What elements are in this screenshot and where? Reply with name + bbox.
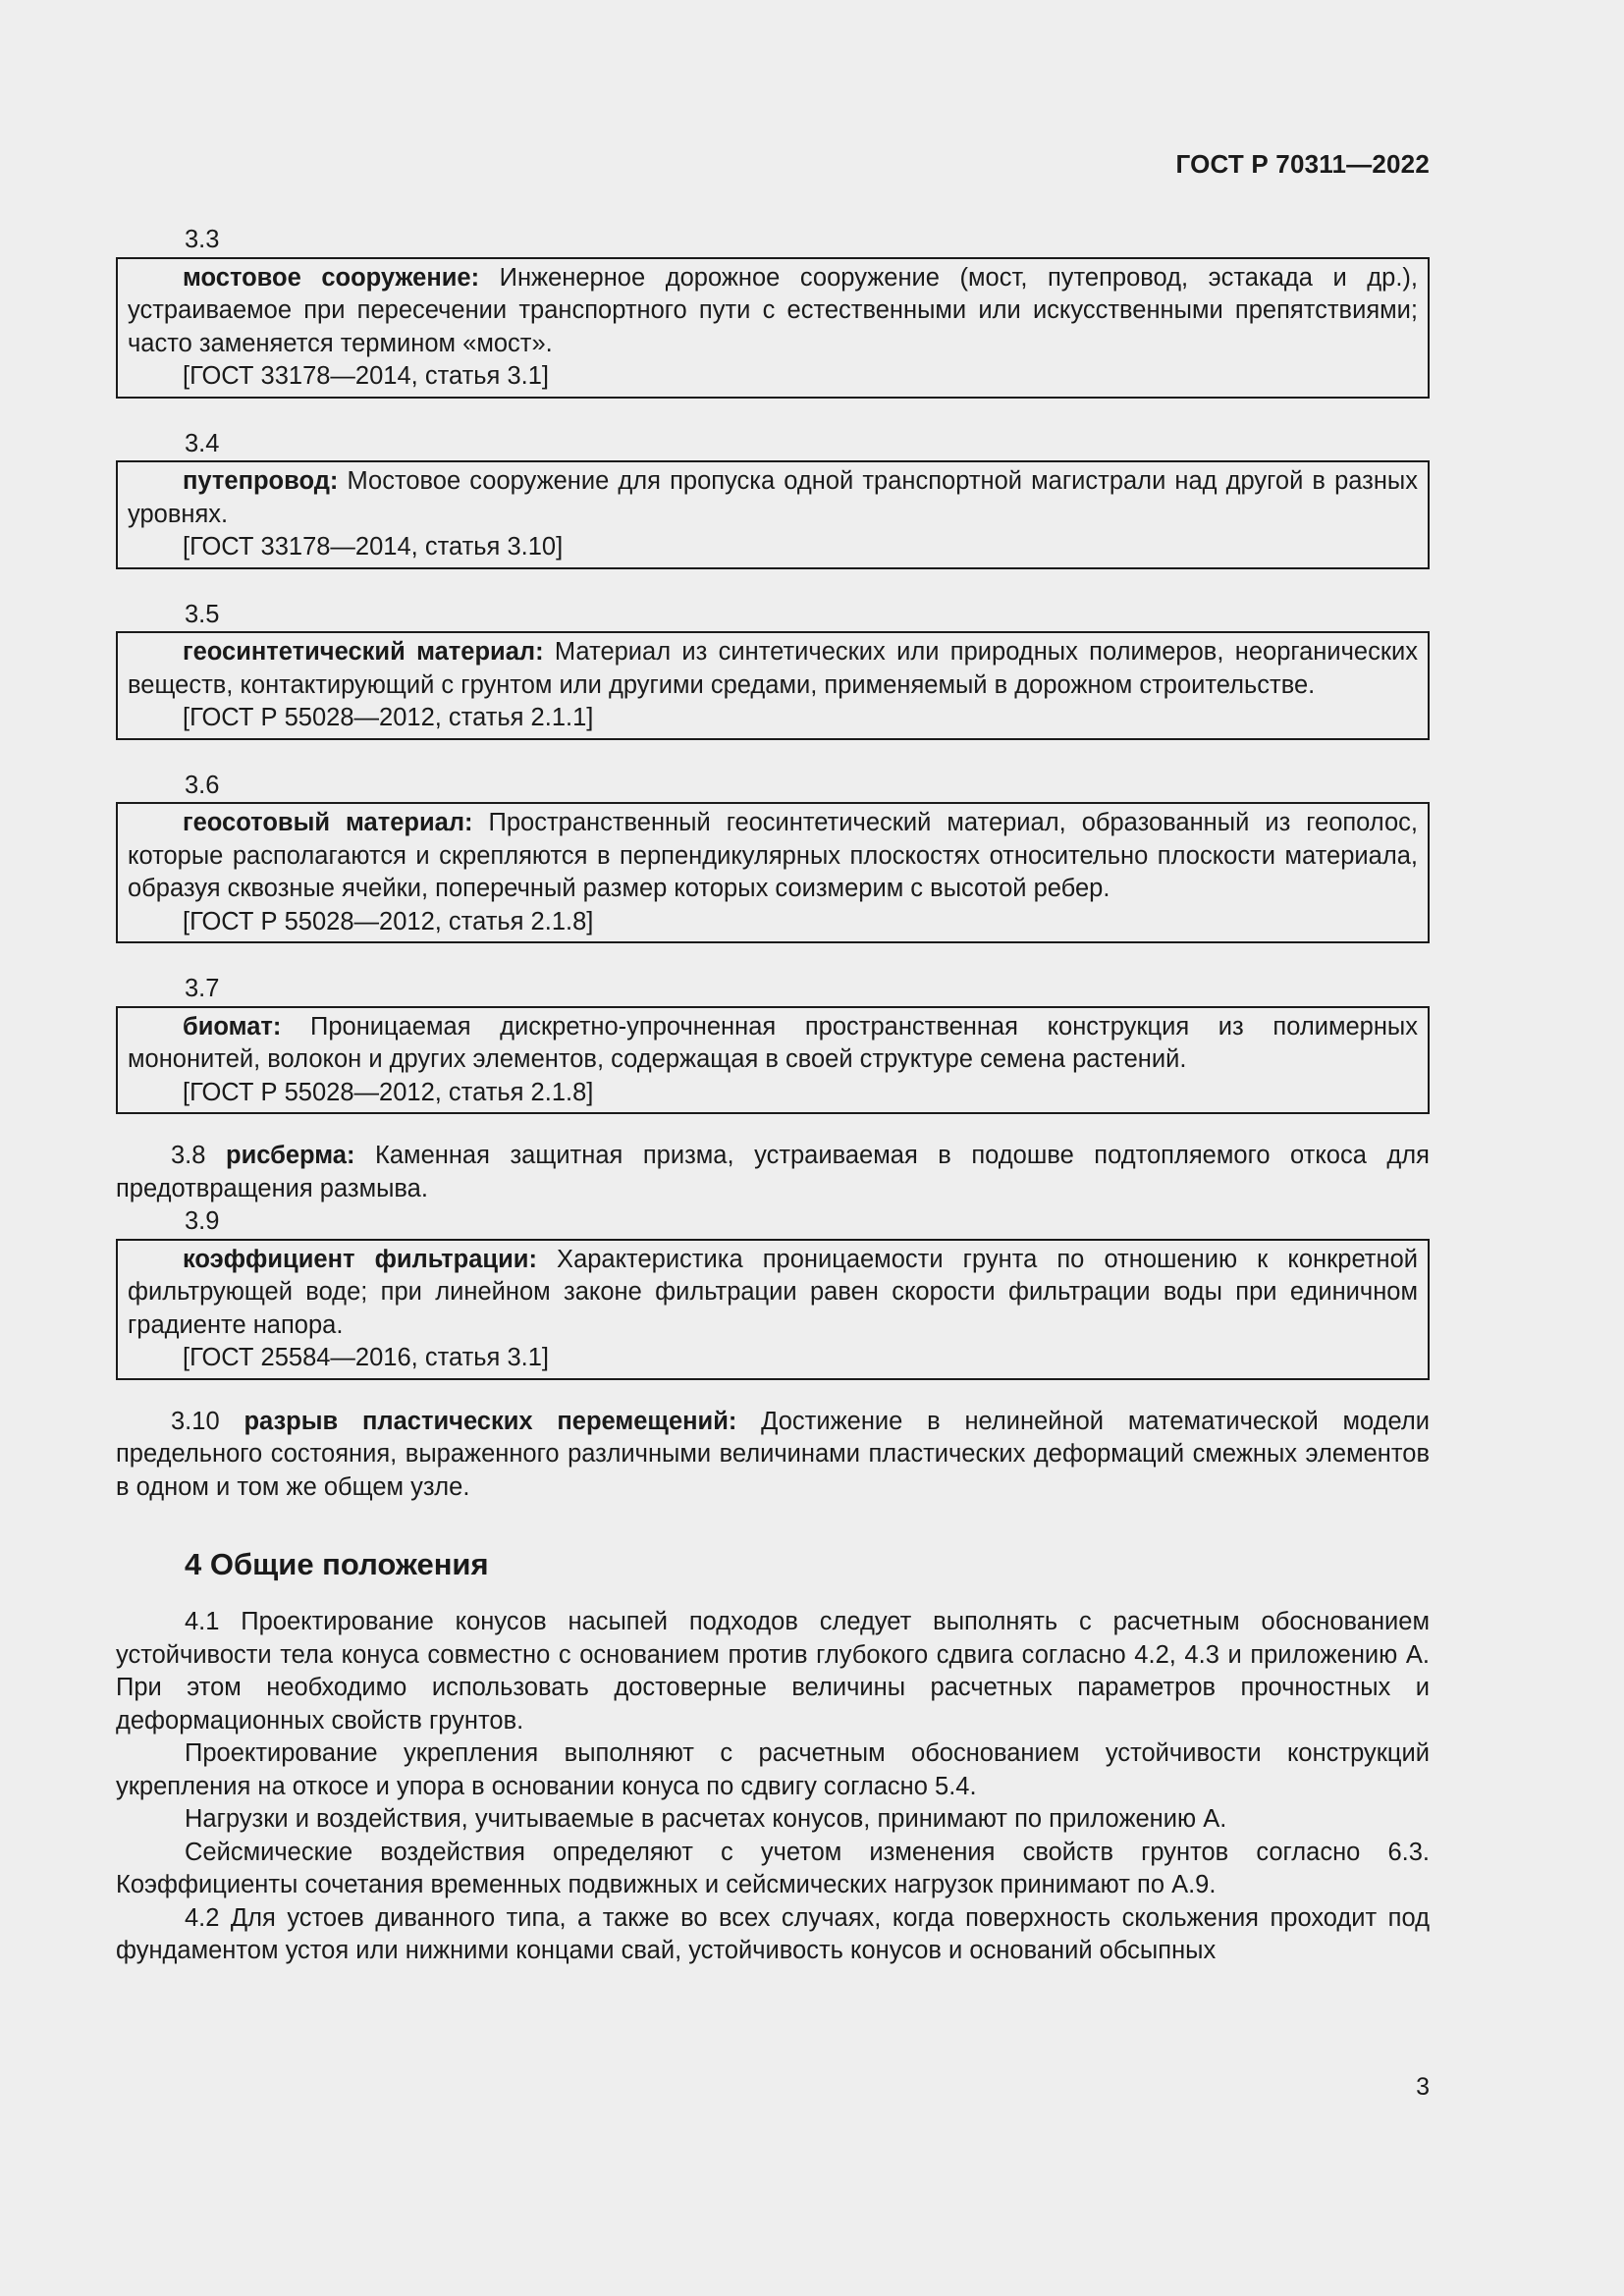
term-plain [116,1406,1430,1505]
term-name: мостовое сооружение: [183,263,480,292]
term-source: [ГОСТ Р 55028—2012, статья 2.1.8] [183,1078,594,1106]
term-definition-box [116,802,1430,943]
term-number: 3.4 [185,429,220,457]
term-source: [ГОСТ Р 55028—2012, статья 2.1.1] [183,704,594,731]
term-definition [116,1140,1430,1205]
term-name: путепровод: [183,467,339,495]
term-definition-box [116,631,1430,740]
term-name: биомат: [183,1012,282,1041]
term-definition [128,636,1418,702]
term-definition-box [116,1239,1430,1380]
term-text: Характеристика проницаемости грунта по отношению к конкретной фильтрующей воде; при линейном законе фильтрации равен скорости фильтрации воды при единичном градиенте напора. [128,1245,1418,1339]
term-text: Пространственный геосинтетический материал, образованный из геополос, которые располагаются и скрепляются в перпендикулярных плоскостях относительно плоскости материала, образуя сквозные ячейки, поперечный размер которых соизмерим с высотой ребер. [128,809,1418,902]
paragraph: Проектирование укрепления выполняют с расчетным обоснованием устойчивости конструкций укрепления на откосе и упора в основании конуса по сдвигу согласно 5.4. [116,1739,1430,1800]
term-text: Инженерное дорожное сооружение (мост, путепровод, эстакада и др.), устраиваемое при пересечении транспортного пути с естественными или искусственными препятствиями; часто заменяется термином «мост». [128,263,1419,357]
term-name: геосинтетический материал: [183,638,544,666]
term-definition-box [116,257,1430,399]
document-id-header: ГОСТ Р 70311—2022 [1175,149,1430,179]
page-number: 3 [1416,2073,1430,2101]
term-name: коэффициент фильтрации: [183,1245,537,1273]
term-source: [ГОСТ 33178—2014, статья 3.10] [183,533,564,561]
term-plain [116,1140,1430,1205]
paragraph: Нагрузки и воздействия, учитываемые в расчетах конусов, принимают по приложению А. [185,1805,1227,1833]
term-number: 3.8 [171,1142,226,1169]
term-definition-box [116,1006,1430,1115]
term-definition [116,1406,1430,1505]
term-definition [128,262,1418,361]
paragraph: Сейсмические воздействия определяют с учетом изменения свойств грунтов согласно 6.3. Коэффициенты сочетания временных подвижных и сейсмических нагрузок принимают по А.9. [116,1838,1430,1898]
section-body [116,1606,1430,1968]
section-heading: 4 Общие положения [185,1547,489,1581]
term-name: рисберма: [226,1142,355,1169]
term-definition [128,1011,1418,1077]
term-definition [128,807,1418,906]
term-number: 3.9 [185,1207,220,1235]
term-name: геосотовый материал: [183,809,473,836]
term-name: разрыв пластических перемещений: [244,1407,737,1435]
term-number: 3.7 [185,975,220,1002]
term-source: [ГОСТ Р 55028—2012, статья 2.1.8] [183,907,594,935]
term-source: [ГОСТ 33178—2014, статья 3.1] [183,362,549,390]
term-text: Каменная защитная призма, устраиваемая в подошве подтопляемого откоса для предотвращения размыва. [116,1142,1430,1202]
term-text: Материал из синтетических или природных полимеров, неорганических веществ, контактирующий с грунтом или другими средами, применяемый в дорожном строительстве. [128,638,1418,699]
term-number: 3.5 [185,600,220,628]
term-number: 3.3 [185,226,220,253]
term-text: Достижение в нелинейной математической модели предельного состояния, выраженного различными величинами пластических деформаций смежных элементов в одном и том же общем узле. [116,1407,1431,1501]
term-definition [128,1244,1418,1343]
paragraph: 4.2 Для устоев диванного типа, а также во всех случаях, когда поверхность скольжения проходит под фундаментом устоя или нижними концами свай, устойчивость конусов и оснований обсыпных [116,1903,1430,1964]
page-content [116,224,1430,1968]
term-definition [128,465,1418,531]
term-number: 3.10 [171,1407,244,1435]
term-number: 3.6 [185,771,220,799]
term-definition-box [116,460,1430,569]
term-text: Мостовое сооружение для пропуска одной транспортной магистрали над другой в разных уровнях. [128,467,1418,528]
paragraph: 4.1 Проектирование конусов насыпей подходов следует выполнять с расчетным обоснованием устойчивости тела конуса совместно с основанием против глубокого сдвига согласно 4.2, 4.3 и приложению А. При этом необходимо использовать достоверные величины расчетных параметров прочностных и деформационных свойств грунтов. [116,1608,1430,1735]
term-source: [ГОСТ 25584—2016, статья 3.1] [183,1344,549,1371]
term-text: Проницаемая дискретно-упрочненная пространственная конструкция из полимерных мононитей, волокон и других элементов, содержащая в своей структуре семена растений. [128,1012,1418,1073]
